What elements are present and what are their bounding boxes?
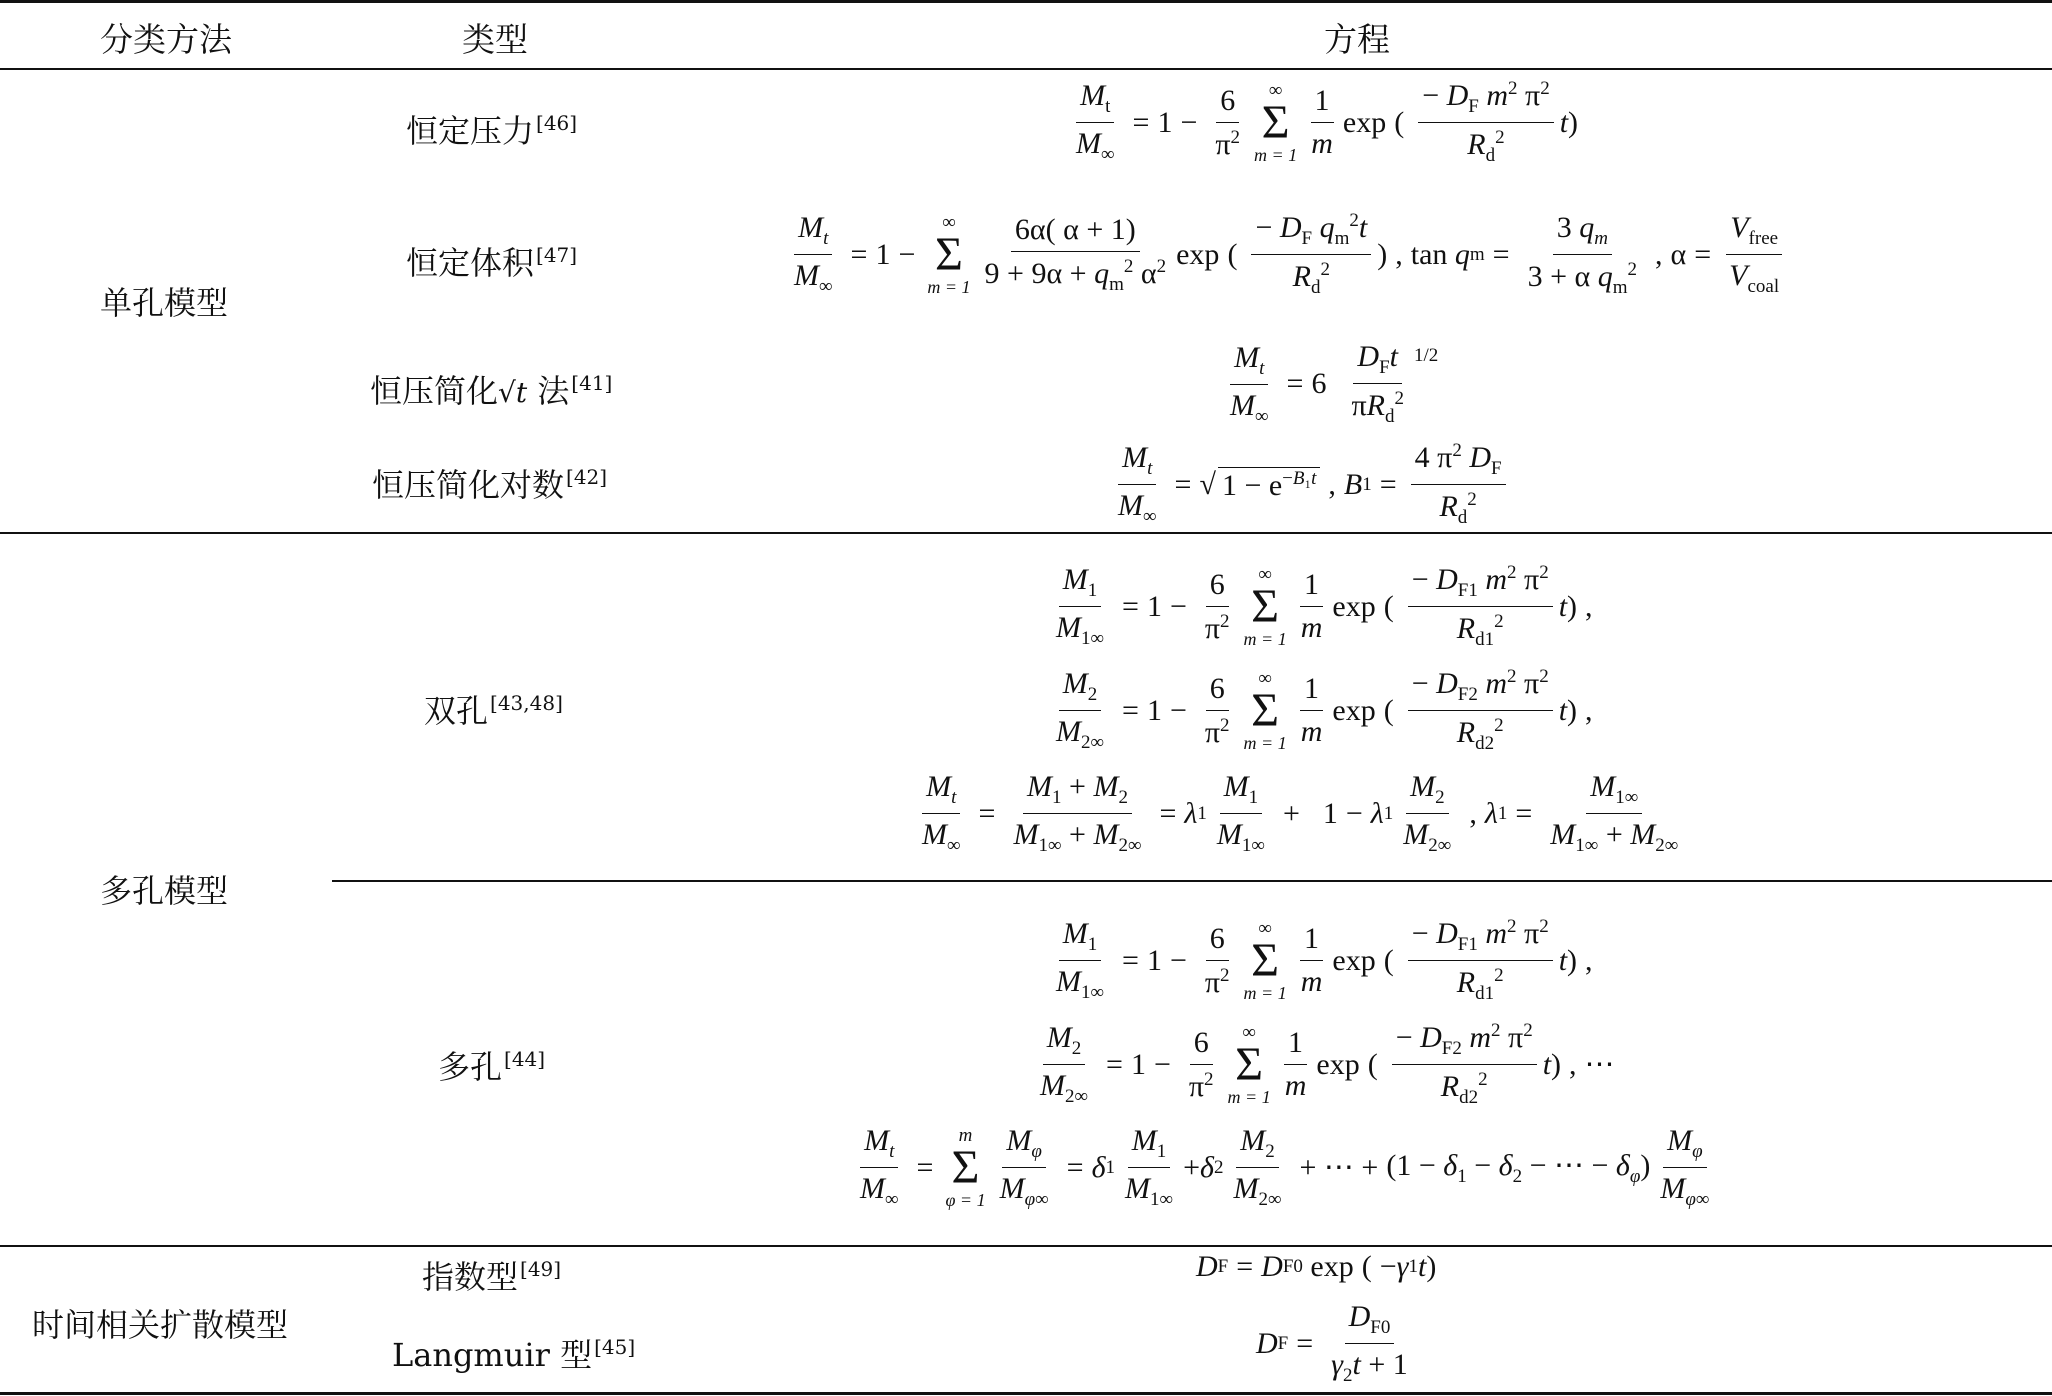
type-label: Langmuir 型	[392, 1336, 593, 1374]
type-label: 恒压简化	[370, 372, 499, 410]
equation-dual-pore-1: $\frac{M_1}{M_{1\infty}}$ = 1 − $\frac{6}{\pi^2}$ ∞ Σ m = 1 $\frac{1}{m}$ exp ( $\frac{- D_{F1} m^2 \pi^2}{R_{d1}^2}$ t ) ,	[1056, 562, 1593, 650]
header-rule	[0, 68, 2052, 70]
reference: [47]	[536, 243, 578, 268]
type-label: 双孔	[424, 692, 489, 730]
type-exponential	[422, 1252, 561, 1298]
equation-multi-pore-2: $\frac{M_2}{M_{2\infty}}$ = 1 − $\frac{6}{\pi^2}$ ∞ Σ m = 1 $\frac{1}{m}$ exp ( $\frac{- D_{F2} m^2 \pi^2}{R_{d2}^2}$ t ) , ⋯	[1040, 1020, 1615, 1108]
reference: [43,48]	[490, 691, 563, 716]
reference: [44]	[504, 1047, 546, 1072]
equation-multi-pore-3: $\frac{M_t}{M_\infty}$ = m Σ φ = 1 $\frac{M_\varphi}{M_{\varphi\infty}}$ = δ 1 $\frac{M_1}{M_{1\infty}}$ + δ 2 $\frac{M_2}{M_{2\infty}}$ + ⋯ + ($1 - \delta_1 - \delta_2$ − ⋯ − $\delta_\varphi$) $\frac{M_\varphi}{M_{\varphi\infty}}$	[860, 1124, 1710, 1210]
type-label-suffix: 法	[527, 372, 570, 410]
equation-exponential: D F = D F0 exp ( − γ 1 t )	[1196, 1250, 1437, 1283]
equation-sqrt-method: $\frac{M_t}{M_\infty}$ = 6 $\frac{D_Ft}{\pi R_d^2}$ 1/2	[1230, 340, 1439, 427]
equation-log-method: $\frac{M_t}{M_\infty}$ = √ $1 - e^{-B_1t}$ , B 1 = $\frac{4 \pi^2 D_F}{R_d^2}$	[1108, 440, 1512, 529]
equation-constant-pressure: $\frac{M_t}{M_\infty}$ = 1 − $\frac{6}{\pi^2}$ ∞ Σ m = 1 $\frac{1}{m}$ exp ( $\frac{- D_F m^2 \pi^2}{R_d^2}$ t )	[1076, 78, 1579, 166]
group-rule-2	[0, 1245, 2052, 1247]
subgroup-rule	[332, 880, 2052, 882]
type-log-method	[372, 460, 607, 506]
header-type: 类型	[462, 20, 528, 59]
bottom-rule	[0, 1392, 2052, 1395]
type-sqrt-method	[370, 366, 612, 412]
group-single-pore: 单孔模型	[100, 284, 229, 322]
equation-dual-pore-2: $\frac{M_2}{M_{2\infty}}$ = 1 − $\frac{6}{\pi^2}$ ∞ Σ m = 1 $\frac{1}{m}$ exp ( $\frac{- D_{F2} m^2 \pi^2}{R_{d2}^2}$ t ) ,	[1056, 666, 1593, 754]
type-constant-volume	[406, 238, 577, 284]
reference: [41]	[571, 371, 613, 396]
header-equation: 方程	[1324, 20, 1390, 59]
header-method: 分类方法	[100, 20, 232, 59]
group-multi-pore: 多孔模型	[100, 872, 229, 910]
reference: [46]	[536, 111, 578, 136]
group-rule-1	[0, 532, 2052, 534]
sqrt-t: √t	[498, 376, 528, 409]
equation-multi-pore-1: $\frac{M_1}{M_{1\infty}}$ = 1 − $\frac{6}{\pi^2}$ ∞ Σ m = 1 $\frac{1}{m}$ exp ( $\frac{- D_{F1} m^2 \pi^2}{R_{d1}^2}$ t ) ,	[1056, 916, 1593, 1004]
top-rule	[0, 0, 2052, 3]
type-multi-pore	[438, 1042, 545, 1088]
group-time-dependent: 时间相关扩散模型	[32, 1306, 289, 1344]
reference: [42]	[566, 465, 608, 490]
type-label: 多孔	[438, 1048, 503, 1086]
type-langmuir	[392, 1330, 635, 1376]
type-label: 恒压简化对数	[372, 466, 565, 504]
type-label: 指数型	[422, 1258, 519, 1296]
equation-dual-pore-3: $\frac{M_t}{M_\infty}$ = $\frac{M_1 + M_2}{M_{1\infty} + M_{2\infty}}$ = λ 1 $\frac{M_1}{M_{1\infty}}$ + 1 − λ 1 $\frac{M_2}{M_{2\infty}}$ , λ 1 = $\frac{M_{1\infty}}{M_{1\infty} + M_{2\infty}}$	[922, 770, 1679, 856]
type-dual-pore	[424, 686, 563, 732]
equation-langmuir: D F = $\frac{D_{F0}}{\gamma_2t + 1}$	[1256, 1300, 1408, 1386]
reference: [45]	[594, 1335, 636, 1360]
type-label: 恒定压力	[406, 112, 535, 150]
reference: [49]	[520, 1257, 562, 1282]
equation-constant-volume: $\frac{M_t}{M_\infty}$ = 1 − ∞ Σ m = 1 $\frac{6\alpha( \alpha + 1)}{9 + 9\alpha + q_m^2 \alpha^2}$ exp ( $\frac{- D_F q_m^2t}{R_d^2}$ ) , tan q m = $\frac{3 q_m}{3 + \alpha q_m^2}$ , α = $\frac{V_{free}}{V_{coal}}$	[784, 210, 1789, 299]
type-label: 恒定体积	[406, 244, 535, 282]
type-constant-pressure	[406, 106, 577, 152]
